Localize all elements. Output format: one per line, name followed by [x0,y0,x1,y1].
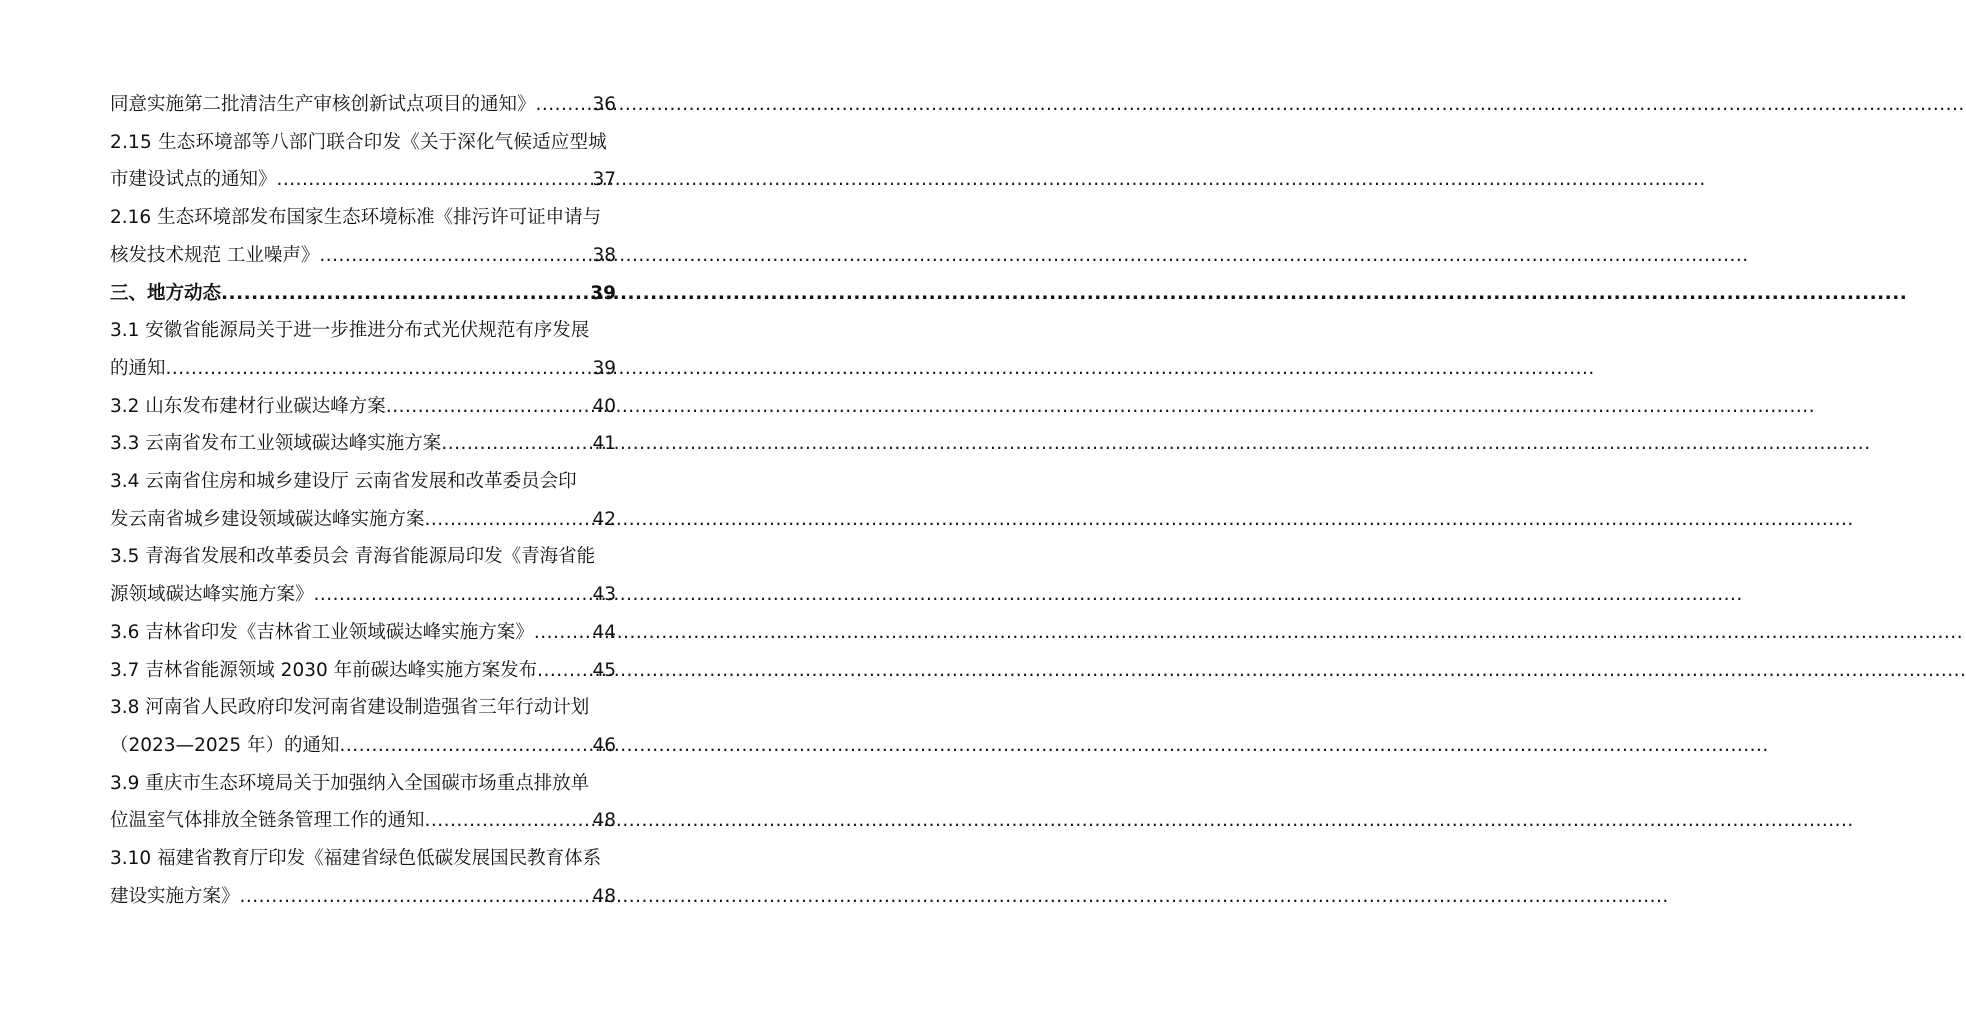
toc-leader-dots [166,350,591,388]
toc-line [110,878,616,916]
toc-leader-dots [425,802,591,840]
toc-line [110,576,616,614]
toc-entry-title-continued: 核发技术规范 工业噪声》 [110,244,320,266]
toc-page-number: 44 [592,621,616,643]
toc-entry-title: 3.8 河南省人民政府印发河南省建设制造强省三年行动计划 [110,697,590,719]
toc-leader-dots [441,425,590,463]
toc-page-number: 38 [592,244,616,266]
toc-entry[interactable] [110,765,616,840]
toc-line [110,840,616,878]
toc-entry-title: 3.5 青海省发展和改革委员会 青海省能源局印发《青海省能 [110,546,596,568]
toc-line [110,614,616,652]
toc-leader-dots [534,614,591,652]
toc-page-number: 41 [592,433,616,455]
toc-entry[interactable] [110,388,616,426]
toc-page-number: 46 [592,734,616,756]
toc-entry-title-continued: 位温室气体排放全链条管理工作的通知 [110,810,425,832]
toc-entry-title: 3.1 安徽省能源局关于进一步推进分布式光伏规范有序发展 [110,320,590,342]
toc-leader-dots [386,388,591,426]
toc-line [110,86,616,124]
toc-entry-title: 3.6 吉林省印发《吉林省工业领域碳达峰实施方案》 [110,621,534,643]
toc-leader-dots [240,878,591,916]
toc-leader-dots [314,576,591,614]
toc-entry[interactable] [110,312,616,387]
toc-page-number: 48 [592,810,616,832]
toc-leader-dots [319,237,590,275]
toc-page-number: 36 [592,94,616,115]
toc-entry[interactable] [110,124,616,199]
toc-entry-title-continued: 建设实施方案》 [110,885,240,907]
table-of-contents [110,86,616,915]
toc-line [110,727,616,765]
toc-line [110,652,616,690]
toc-entry[interactable] [110,538,616,613]
toc-entry-title: 3.3 云南省发布工业领域碳达峰实施方案 [110,433,442,455]
toc-leader-dots [536,86,591,124]
toc-line [110,689,616,727]
toc-entry-title: 3.4 云南省住房和城乡建设厅 云南省发展和改革委员会印 [110,471,577,493]
toc-page-number: 42 [592,508,616,530]
toc-entry[interactable] [110,689,616,764]
toc-entry[interactable] [110,86,616,124]
toc-entry-title: 同意实施第二批清洁生产审核创新试点项目的通知》 [110,94,536,115]
toc-entry[interactable] [110,199,616,274]
toc-leader-dots [340,727,591,765]
toc-page-number: 45 [592,659,616,681]
toc-leader-dots [221,275,588,313]
toc-entry-title: 2.15 生态环境部等八部门联合印发《关于深化气候适应型城 [110,131,607,153]
toc-entry[interactable] [110,652,616,690]
toc-entry-title: 3.10 福建省教育厅印发《福建省绿色低碳发展国民教育体系 [110,848,602,870]
toc-section-title: 三、地方动态 [110,282,222,304]
toc-line [110,463,616,501]
toc-entry-title: 3.9 重庆市生态环境局关于加强纳入全国碳市场重点排放单 [110,772,590,794]
toc-entry-title: 2.16 生态环境部发布国家生态环境标准《排污许可证申请与 [110,207,602,229]
toc-line [110,350,616,388]
toc-line [110,425,616,463]
toc-line [110,275,616,313]
toc-entry[interactable] [110,840,616,915]
toc-leader-dots [277,161,591,199]
toc-entry[interactable] [110,425,616,463]
toc-line [110,765,616,803]
toc-line [110,802,616,840]
toc-leader-dots [425,501,591,539]
toc-line [110,388,616,426]
toc-entry-title-continued: 发云南省城乡建设领域碳达峰实施方案 [110,508,425,530]
toc-page-number: 40 [592,395,616,417]
toc-entry-title-continued: 的通知 [110,357,166,379]
toc-page-number: 48 [592,885,616,907]
document-page [0,0,724,1024]
toc-line [110,538,616,576]
toc-line [110,237,616,275]
toc-leader-dots [537,652,590,690]
toc-entry-title-continued: （2023—2025 年）的通知 [110,734,340,756]
toc-line [110,501,616,539]
toc-entry-title: 3.2 山东发布建材行业碳达峰方案 [110,395,386,417]
toc-line [110,312,616,350]
toc-section-entry[interactable] [110,275,616,313]
toc-entry[interactable] [110,614,616,652]
toc-entry-title-continued: 源领域碳达峰实施方案》 [110,584,314,606]
toc-line [110,124,616,162]
toc-entry-title: 3.7 吉林省能源领域 2030 年前碳达峰实施方案发布 [110,659,538,681]
toc-page-number: 39 [592,357,616,379]
toc-entry-title-continued: 市建设试点的通知》 [110,169,277,191]
toc-line [110,161,616,199]
toc-page-number: 39 [590,282,616,304]
toc-entry[interactable] [110,463,616,538]
toc-page-number: 37 [592,169,616,191]
toc-line [110,199,616,237]
toc-page-number: 43 [592,584,616,606]
